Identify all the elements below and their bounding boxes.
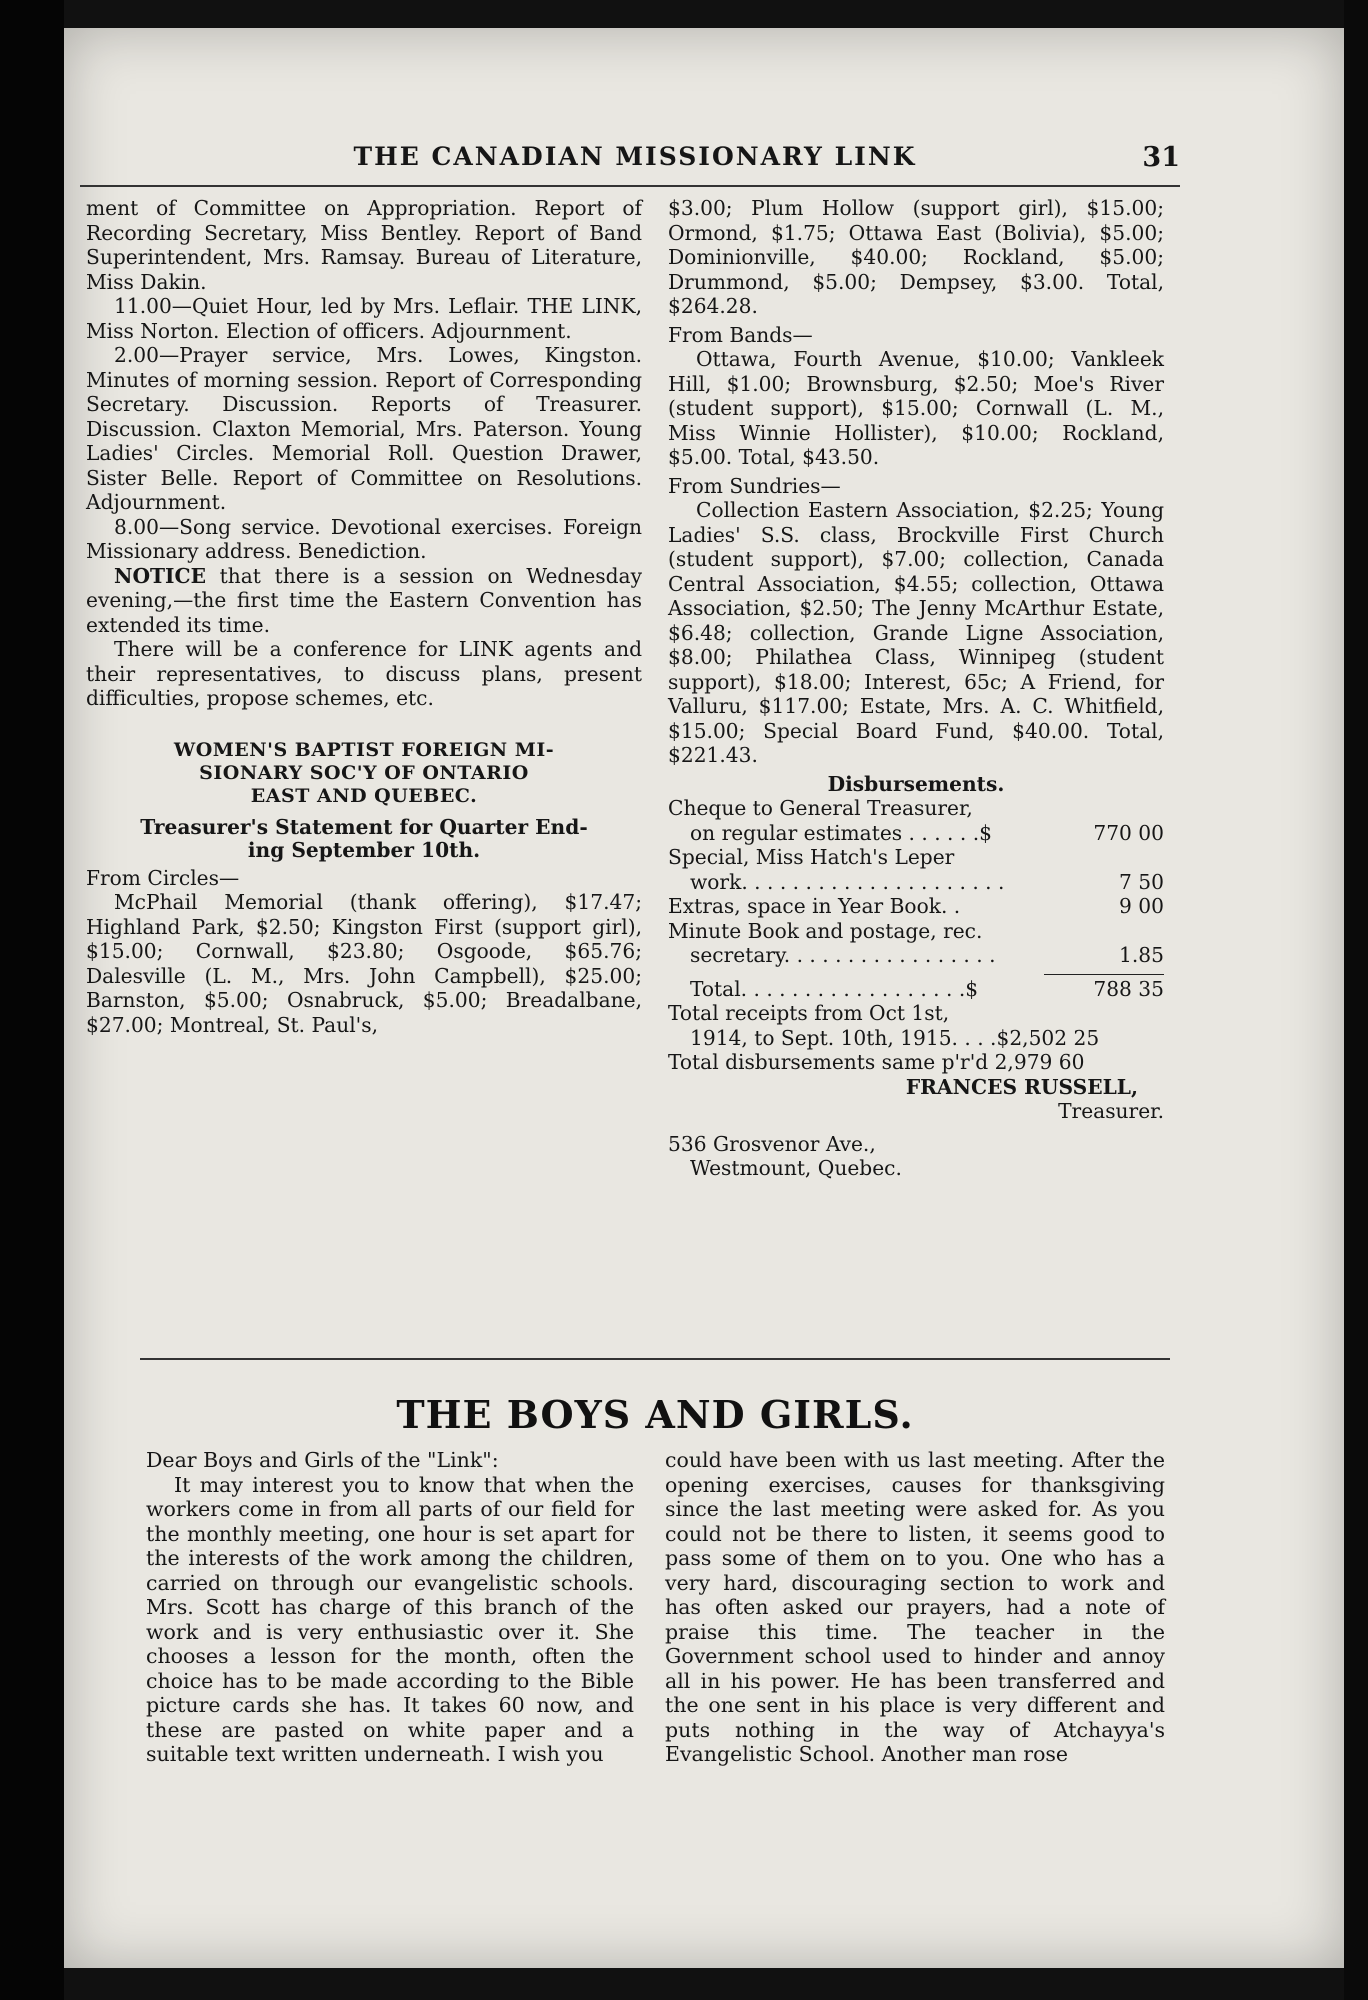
disbursement-item xyxy=(668,919,1164,968)
disbursement-desc: work. . . . . . . . . . . . . . . . . . . . . xyxy=(690,869,1005,894)
disbursement-desc: Cheque to General Treasurer, xyxy=(668,796,973,820)
page-number: 31 xyxy=(1142,142,1180,173)
book-spine xyxy=(0,0,64,2000)
disbursement-item xyxy=(668,845,1164,894)
circles-continued: $3.00; Plum Hollow (support girl), $15.00; Ormond, $1.75; Ottawa East (Bolivia), $5.00; Dominionville, $40.00; Rockland, $5.00; Drummond, $5.00; Dempsey, $3.00. Total, $264.28. xyxy=(668,196,1164,318)
signature-title: Treasurer. xyxy=(1058,1099,1164,1123)
from-bands-label: From Bands— xyxy=(668,322,813,347)
header-rule xyxy=(80,185,1180,187)
disbursement-amount: 7 50 xyxy=(1119,869,1164,894)
disbursements-heading: Disbursements. xyxy=(827,771,1005,796)
disbursement-item xyxy=(668,894,1164,919)
disbursement-desc: Special, Miss Hatch's Leper xyxy=(668,845,955,869)
boys-and-girls-title: THE BOYS AND GIRLS. xyxy=(396,1392,914,1437)
section-separator xyxy=(140,1358,1170,1360)
circles-text: McPhail Memorial (thank offering), $17.47; Highland Park, $2.50; Kingston First (support girl), $15.00; Cornwall, $23.80; Osgoode, $65.76; Dalesville (L. M., Mrs. John Campbell), $25.00; Barnston, $5.00; Osnabruck, $5.00; Breadalbane, $27.00; Montreal, St. Paul's, xyxy=(86,890,642,1037)
notice-text: that there is a session on Wednesday evening,—the first time the Eastern Convention has extended its time. xyxy=(86,563,642,637)
from-circles-label: From Circles— xyxy=(86,865,240,890)
total-amount: 788 35 xyxy=(1093,976,1164,1001)
sundries-text: Collection Eastern Association, $2.25; Young Ladies' S.S. class, Brockville First Church (student support), $7.00; collection, Canada Central Association, $4.55; collection, Ottawa Association, $2.50; The Jenny McArthur Estate, $6.48; collection, Grande Ligne Association, $8.00; Philathea Class, Winnipeg (student support), $18.00; Interest, 65c; A Friend, for Valluru, $117.00; Estate, Mrs. A. C. Whitfield, $15.00; Special Board Fund, $40.00. Total, $221.43. xyxy=(668,498,1164,767)
disbursement-desc: Minute Book and postage, rec. xyxy=(668,918,983,943)
disbursement-total xyxy=(668,977,1164,1002)
disbursement-amount: 9 00 xyxy=(1119,894,1164,918)
salutation: Dear Boys and Girls of the "Link": xyxy=(146,1448,499,1472)
from-sundries-label: From Sundries— xyxy=(668,473,841,498)
address-line: Westmount, Quebec. xyxy=(690,1156,902,1180)
disbursement-desc: Extras, space in Year Book. . xyxy=(668,894,961,918)
disbursement-amount: 1.85 xyxy=(1119,943,1164,967)
song-service-paragraph: 8.00—Song service. Devotional exercises. Foreign Missionary address. Benediction. xyxy=(86,514,642,563)
committee-paragraph: ment of Committee on Appropriation. Report of Recording Secretary, Miss Bentley. Report of Band Superintendent, Mrs. Ramsay. Bureau of Literature, Miss Dakin. xyxy=(86,196,642,294)
society-heading-line: WOMEN'S BAPTIST FOREIGN MI- xyxy=(173,738,555,761)
receipts-line: Total receipts from Oct 1st, xyxy=(668,1001,950,1025)
statement-heading-line: Treasurer's Statement for Quarter End- xyxy=(140,814,588,839)
disbursement-amount: 770 00 xyxy=(1093,820,1164,845)
disbursement-desc: on regular estimates . . . . . .$ xyxy=(690,820,992,845)
notice-paragraph xyxy=(86,564,642,638)
disbursement-item xyxy=(668,796,1164,845)
disbursements-total-line: Total disbursements same p'r'd 2,979 60 xyxy=(668,1050,1085,1074)
society-heading xyxy=(86,739,642,808)
scan-edge xyxy=(1344,0,1368,2000)
statement-heading xyxy=(86,816,642,862)
right-column-top xyxy=(668,196,1164,1181)
letter-text-right: could have been with us last meeting. After the opening exercises, causes for thanksgiving since the last meeting were asked for. As you could not be there to listen, it seems good to pass some of them on to you. One who has a very hard, discouraging section to work and has often asked our prayers, had a note of praise this time. The teacher in the Government school used to hinder and annoy all in his power. He has been transferred and the one sent in his place is very different and puts nothing in the way of Atchayya's Evangelistic School. Another man rose xyxy=(665,1448,1165,1766)
total-rule xyxy=(1044,974,1164,975)
running-title: THE CANADIAN MISSIONARY LINK xyxy=(353,142,917,171)
quiet-hour-paragraph: 11.00—Quiet Hour, led by Mrs. Leflair. THE LINK, Miss Norton. Election of officers. Adjournment. xyxy=(86,294,642,343)
letter-text-left: It may interest you to know that when the workers come in from all parts of our field for the monthly meeting, one hour is set apart for the interests of the work among the children, carried on through our evangelistic schools. Mrs. Scott has charge of this branch of the work and is very enthusiastic over it. She chooses a lesson for the month, often the choice has to be made according to the Bible picture cards she has. It takes 60 now, and these are pasted on white paper and a suitable text written underneath. I wish you xyxy=(146,1472,634,1766)
bands-text: Ottawa, Fourth Avenue, $10.00; Vankleek Hill, $1.00; Brownsburg, $2.50; Moe's River (student support), $15.00; Cornwall (L. M., Miss Winnie Hollister), $10.00; Rockland, $5.00. Total, $43.50. xyxy=(668,347,1164,469)
society-heading-line: SIONARY SOC'Y OF ONTARIO xyxy=(199,761,529,784)
notice-label: NOTICE xyxy=(114,563,206,588)
prayer-service-paragraph: 2.00—Prayer service, Mrs. Lowes, Kingston. Minutes of morning session. Report of Corresponding Secretary. Discussion. Reports of Treasurer. Discussion. Claxton Memorial, Mrs. Paterson. Young Ladies' Circles. Memorial Roll. Question Drawer, Sister Belle. Report of Committee on Resolutions. Adjournment. xyxy=(86,343,642,514)
receipts-line: 1914, to Sept. 10th, 1915. . . .$2,502 25 xyxy=(690,1025,1100,1050)
society-heading-line: EAST AND QUEBEC. xyxy=(250,784,478,807)
right-column-bottom xyxy=(665,1448,1165,1767)
statement-heading-line: ing September 10th. xyxy=(247,837,481,862)
disbursement-desc: secretary. . . . . . . . . . . . . . . . . xyxy=(690,943,996,967)
total-label: Total. . . . . . . . . . . . . . . . . .$ xyxy=(690,976,979,1001)
left-column-top xyxy=(86,196,642,1037)
left-column-bottom xyxy=(146,1448,634,1767)
conference-paragraph: There will be a conference for LINK agents and their representatives, to discuss plans, present difficulties, propose schemes, etc. xyxy=(86,637,642,710)
address-line: 536 Grosvenor Ave., xyxy=(668,1131,876,1156)
signature-name: FRANCES RUSSELL, xyxy=(905,1074,1138,1099)
